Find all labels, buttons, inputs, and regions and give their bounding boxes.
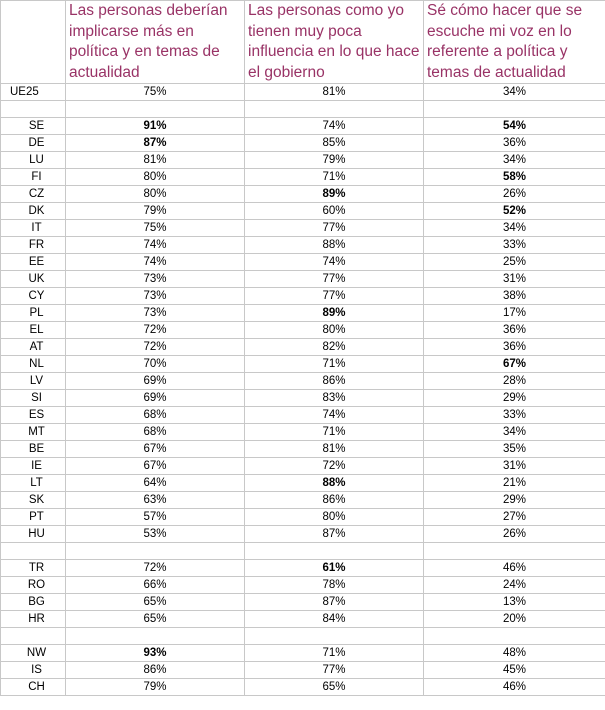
value-cell: 74% bbox=[245, 254, 424, 271]
value-cell: 34% bbox=[424, 152, 605, 169]
value-cell: 81% bbox=[245, 84, 424, 101]
value-cell: 79% bbox=[66, 679, 245, 696]
value-cell: 73% bbox=[66, 305, 245, 322]
value-cell: 26% bbox=[424, 526, 605, 543]
value-cell: 74% bbox=[245, 407, 424, 424]
value-cell: 87% bbox=[245, 526, 424, 543]
value-cell: 72% bbox=[66, 560, 245, 577]
empty-cell bbox=[424, 628, 605, 645]
table-row bbox=[1, 475, 605, 492]
country-code: TR bbox=[1, 560, 66, 577]
table-row bbox=[1, 645, 605, 662]
table-row bbox=[1, 271, 605, 288]
value-cell: 72% bbox=[66, 339, 245, 356]
table-row bbox=[1, 441, 605, 458]
country-code: UE25 bbox=[1, 84, 66, 101]
table-row bbox=[1, 509, 605, 526]
value-cell: 64% bbox=[66, 475, 245, 492]
value-cell: 63% bbox=[66, 492, 245, 509]
country-code: FI bbox=[1, 169, 66, 186]
value-cell: 68% bbox=[66, 424, 245, 441]
value-cell: 77% bbox=[245, 662, 424, 679]
table-row bbox=[1, 152, 605, 169]
country-code: PL bbox=[1, 305, 66, 322]
value-cell: 93% bbox=[66, 645, 245, 662]
value-cell: 77% bbox=[245, 288, 424, 305]
value-cell: 72% bbox=[66, 322, 245, 339]
empty-cell bbox=[66, 101, 245, 118]
value-cell: 74% bbox=[66, 254, 245, 271]
value-cell: 36% bbox=[424, 339, 605, 356]
empty-cell bbox=[424, 101, 605, 118]
value-cell: 29% bbox=[424, 492, 605, 509]
value-cell: 77% bbox=[245, 220, 424, 237]
value-cell: 46% bbox=[424, 560, 605, 577]
table-row bbox=[1, 288, 605, 305]
country-code: LV bbox=[1, 373, 66, 390]
table-row bbox=[1, 407, 605, 424]
country-code: CY bbox=[1, 288, 66, 305]
value-cell: 34% bbox=[424, 424, 605, 441]
column-header: Las personas como yo tienen muy poca influencia en lo que hace el gobierno bbox=[245, 1, 424, 84]
country-code: EL bbox=[1, 322, 66, 339]
value-cell: 45% bbox=[424, 662, 605, 679]
empty-cell bbox=[245, 628, 424, 645]
country-code: IS bbox=[1, 662, 66, 679]
value-cell: 26% bbox=[424, 186, 605, 203]
spacer-row bbox=[1, 101, 605, 118]
table-row bbox=[1, 356, 605, 373]
value-cell: 17% bbox=[424, 305, 605, 322]
country-code: DK bbox=[1, 203, 66, 220]
value-cell: 89% bbox=[245, 305, 424, 322]
table-row bbox=[1, 305, 605, 322]
country-code: LU bbox=[1, 152, 66, 169]
value-cell: 60% bbox=[245, 203, 424, 220]
table-row bbox=[1, 220, 605, 237]
country-code: UK bbox=[1, 271, 66, 288]
value-cell: 73% bbox=[66, 288, 245, 305]
header-row bbox=[1, 1, 605, 84]
value-cell: 81% bbox=[66, 152, 245, 169]
value-cell: 80% bbox=[66, 169, 245, 186]
value-cell: 33% bbox=[424, 407, 605, 424]
value-cell: 65% bbox=[245, 679, 424, 696]
empty-cell bbox=[1, 543, 66, 560]
empty-cell bbox=[1, 628, 66, 645]
value-cell: 86% bbox=[245, 492, 424, 509]
table-row bbox=[1, 203, 605, 220]
table-row bbox=[1, 169, 605, 186]
value-cell: 74% bbox=[66, 237, 245, 254]
value-cell: 34% bbox=[424, 220, 605, 237]
value-cell: 31% bbox=[424, 271, 605, 288]
value-cell: 48% bbox=[424, 645, 605, 662]
value-cell: 75% bbox=[66, 220, 245, 237]
table-row bbox=[1, 577, 605, 594]
value-cell: 35% bbox=[424, 441, 605, 458]
country-code: ES bbox=[1, 407, 66, 424]
value-cell: 71% bbox=[245, 424, 424, 441]
value-cell: 71% bbox=[245, 356, 424, 373]
country-code: MT bbox=[1, 424, 66, 441]
value-cell: 68% bbox=[66, 407, 245, 424]
empty-cell bbox=[66, 543, 245, 560]
value-cell: 27% bbox=[424, 509, 605, 526]
value-cell: 36% bbox=[424, 135, 605, 152]
country-code: BG bbox=[1, 594, 66, 611]
table-row bbox=[1, 237, 605, 254]
value-cell: 33% bbox=[424, 237, 605, 254]
value-cell: 52% bbox=[424, 203, 605, 220]
value-cell: 87% bbox=[66, 135, 245, 152]
table-row bbox=[1, 594, 605, 611]
table-row bbox=[1, 526, 605, 543]
value-cell: 38% bbox=[424, 288, 605, 305]
value-cell: 91% bbox=[66, 118, 245, 135]
country-code: AT bbox=[1, 339, 66, 356]
empty-cell bbox=[1, 101, 66, 118]
country-code: EE bbox=[1, 254, 66, 271]
empty-cell bbox=[245, 101, 424, 118]
value-cell: 75% bbox=[66, 84, 245, 101]
spacer-row bbox=[1, 543, 605, 560]
country-code: SI bbox=[1, 390, 66, 407]
country-code: NW bbox=[1, 645, 66, 662]
value-cell: 80% bbox=[245, 322, 424, 339]
value-cell: 88% bbox=[245, 237, 424, 254]
column-header: Las personas deberían implicarse más en política y en temas de actualidad bbox=[66, 1, 245, 84]
table-row bbox=[1, 135, 605, 152]
value-cell: 61% bbox=[245, 560, 424, 577]
country-code: NL bbox=[1, 356, 66, 373]
value-cell: 80% bbox=[66, 186, 245, 203]
value-cell: 67% bbox=[66, 441, 245, 458]
value-cell: 72% bbox=[245, 458, 424, 475]
value-cell: 21% bbox=[424, 475, 605, 492]
value-cell: 77% bbox=[245, 271, 424, 288]
table-row bbox=[1, 662, 605, 679]
country-code: CZ bbox=[1, 186, 66, 203]
value-cell: 89% bbox=[245, 186, 424, 203]
table-row bbox=[1, 458, 605, 475]
value-cell: 73% bbox=[66, 271, 245, 288]
table-row bbox=[1, 118, 605, 135]
value-cell: 80% bbox=[245, 509, 424, 526]
value-cell: 58% bbox=[424, 169, 605, 186]
country-code: IT bbox=[1, 220, 66, 237]
value-cell: 20% bbox=[424, 611, 605, 628]
value-cell: 71% bbox=[245, 169, 424, 186]
country-code: BE bbox=[1, 441, 66, 458]
table-body bbox=[1, 84, 605, 696]
value-cell: 34% bbox=[424, 84, 605, 101]
spacer-row bbox=[1, 628, 605, 645]
value-cell: 69% bbox=[66, 373, 245, 390]
country-code: CH bbox=[1, 679, 66, 696]
table-row bbox=[1, 560, 605, 577]
country-code: HU bbox=[1, 526, 66, 543]
empty-cell bbox=[245, 543, 424, 560]
country-code: LT bbox=[1, 475, 66, 492]
country-code: PT bbox=[1, 509, 66, 526]
table-row bbox=[1, 339, 605, 356]
country-code: HR bbox=[1, 611, 66, 628]
value-cell: 81% bbox=[245, 441, 424, 458]
country-code: DE bbox=[1, 135, 66, 152]
value-cell: 88% bbox=[245, 475, 424, 492]
value-cell: 86% bbox=[66, 662, 245, 679]
value-cell: 57% bbox=[66, 509, 245, 526]
empty-cell bbox=[66, 628, 245, 645]
empty-cell bbox=[424, 543, 605, 560]
table-row bbox=[1, 373, 605, 390]
value-cell: 86% bbox=[245, 373, 424, 390]
country-code: SE bbox=[1, 118, 66, 135]
value-cell: 79% bbox=[66, 203, 245, 220]
value-cell: 66% bbox=[66, 577, 245, 594]
value-cell: 65% bbox=[66, 594, 245, 611]
table-row bbox=[1, 84, 605, 101]
value-cell: 13% bbox=[424, 594, 605, 611]
value-cell: 28% bbox=[424, 373, 605, 390]
corner-header-cell bbox=[1, 1, 66, 84]
country-code: SK bbox=[1, 492, 66, 509]
value-cell: 85% bbox=[245, 135, 424, 152]
table-row bbox=[1, 390, 605, 407]
table-row bbox=[1, 424, 605, 441]
value-cell: 25% bbox=[424, 254, 605, 271]
value-cell: 65% bbox=[66, 611, 245, 628]
value-cell: 84% bbox=[245, 611, 424, 628]
value-cell: 36% bbox=[424, 322, 605, 339]
value-cell: 87% bbox=[245, 594, 424, 611]
value-cell: 67% bbox=[66, 458, 245, 475]
value-cell: 53% bbox=[66, 526, 245, 543]
value-cell: 29% bbox=[424, 390, 605, 407]
table-row bbox=[1, 679, 605, 696]
country-code: FR bbox=[1, 237, 66, 254]
column-header: Sé cómo hacer que se escuche mi voz en lo referente a política y temas de actualidad bbox=[424, 1, 605, 84]
value-cell: 31% bbox=[424, 458, 605, 475]
table-row bbox=[1, 186, 605, 203]
value-cell: 82% bbox=[245, 339, 424, 356]
table-row bbox=[1, 322, 605, 339]
value-cell: 83% bbox=[245, 390, 424, 407]
value-cell: 79% bbox=[245, 152, 424, 169]
value-cell: 70% bbox=[66, 356, 245, 373]
value-cell: 71% bbox=[245, 645, 424, 662]
value-cell: 24% bbox=[424, 577, 605, 594]
value-cell: 54% bbox=[424, 118, 605, 135]
table-row bbox=[1, 254, 605, 271]
country-code: IE bbox=[1, 458, 66, 475]
table-row bbox=[1, 611, 605, 628]
value-cell: 46% bbox=[424, 679, 605, 696]
country-code: RO bbox=[1, 577, 66, 594]
value-cell: 78% bbox=[245, 577, 424, 594]
value-cell: 74% bbox=[245, 118, 424, 135]
value-cell: 67% bbox=[424, 356, 605, 373]
value-cell: 69% bbox=[66, 390, 245, 407]
table-row bbox=[1, 492, 605, 509]
